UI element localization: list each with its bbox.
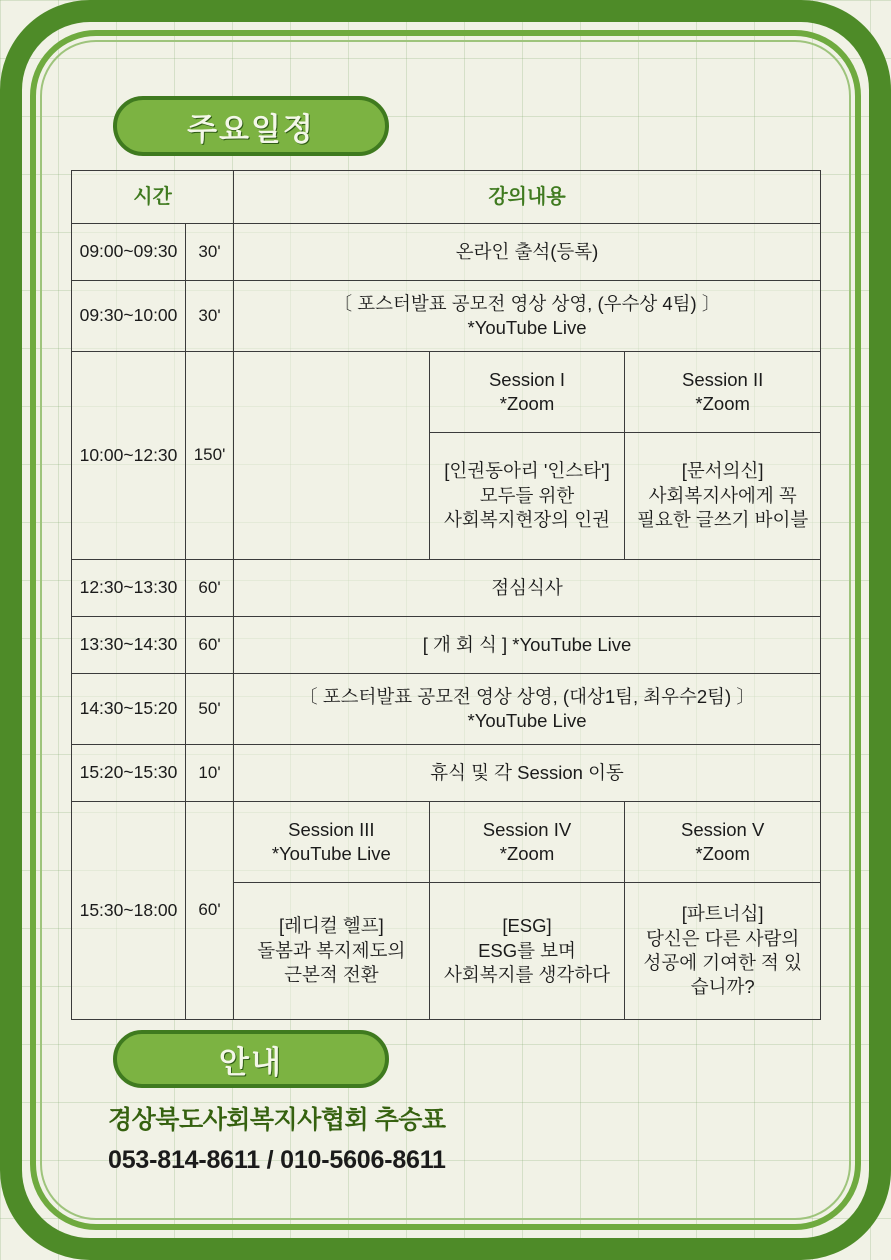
- session-platform: *Zoom: [695, 393, 750, 414]
- session-title: [문서의신]: [681, 460, 764, 482]
- cell-session-body: [234, 883, 430, 1020]
- cell-duration: 60': [186, 560, 234, 617]
- section-title-info-label: 안내: [219, 1044, 283, 1080]
- table-row: [72, 745, 821, 802]
- column-header-time: 시간: [72, 171, 234, 224]
- session-desc-1: 모두들 위한: [479, 484, 575, 506]
- cell-time: 12:30~13:30: [72, 560, 186, 617]
- table-row: [72, 802, 821, 883]
- session-desc-2: 근본적 전환: [284, 964, 379, 986]
- cell-duration: 30': [186, 224, 234, 281]
- session-title: [파트너십]: [681, 903, 764, 925]
- session-name: Session III: [288, 818, 375, 840]
- cell-empty: [234, 352, 430, 560]
- table-row: [72, 560, 821, 617]
- cell-session-header: [625, 802, 821, 883]
- cell-duration: 10': [186, 745, 234, 802]
- section-title-schedule: [113, 96, 389, 156]
- session-platform: *Zoom: [695, 843, 750, 864]
- session-title: [레디컬 헬프]: [278, 915, 384, 937]
- content-line-1: 〔 포스터발표 공모전 영상 상영, (대상1팀, 최우수2팀) 〕: [299, 685, 755, 707]
- cell-time: 15:20~15:30: [72, 745, 186, 802]
- session-platform: *Zoom: [499, 843, 555, 864]
- session-platform: *Zoom: [499, 393, 555, 414]
- cell-time: 15:30~18:00: [72, 802, 186, 1020]
- table-header-row: [72, 171, 821, 224]
- table-row: [72, 674, 821, 745]
- cell-duration: 60': [186, 802, 234, 1020]
- session-name: Session II: [682, 368, 764, 390]
- session-desc-2: 사회복지현장의 인권: [444, 509, 610, 531]
- cell-duration: 50': [186, 674, 234, 745]
- session-name: Session I: [488, 368, 566, 390]
- session-platform: *YouTube Live: [271, 843, 391, 864]
- cell-session-body: [625, 883, 821, 1020]
- session-desc-1: 사회복지사에게 꼭: [648, 484, 797, 506]
- schedule-table: [71, 170, 821, 1020]
- cell-duration: 150': [186, 352, 234, 560]
- session-name: Session V: [681, 818, 765, 840]
- cell-session-header: [234, 802, 430, 883]
- session-desc-2: 성공에 기여한 적 있: [643, 952, 802, 973]
- cell-content: 점심식사: [234, 560, 821, 617]
- table-row: [72, 224, 821, 281]
- section-title-info: [113, 1030, 389, 1088]
- cell-time: 09:30~10:00: [72, 281, 186, 352]
- cell-time: 10:00~12:30: [72, 352, 186, 560]
- session-desc-2: 사회복지를 생각하다: [444, 964, 610, 986]
- cell-content: 휴식 및 각 Session 이동: [234, 745, 821, 802]
- cell-time: 13:30~14:30: [72, 617, 186, 674]
- contact-phone: 053-814-8611 / 010-5606-8611: [108, 1146, 446, 1174]
- session-name: Session IV: [482, 818, 572, 840]
- cell-session-body: [429, 883, 625, 1020]
- cell-session-header: [429, 802, 625, 883]
- cell-session-body: [429, 433, 625, 560]
- contact-organization: 경상북도사회복지사협회 추승표: [108, 1106, 446, 1134]
- column-header-content: 강의내용: [234, 171, 821, 224]
- table-row: [72, 617, 821, 674]
- cell-content: 온라인 출석(등록): [234, 224, 821, 281]
- session-title: [인권동아리 '인스타']: [444, 460, 610, 482]
- cell-time: 14:30~15:20: [72, 674, 186, 745]
- content-line-1: 〔 포스터발표 공모전 영상 상영, (우수상 4팀) 〕: [333, 292, 721, 314]
- table-row: [72, 352, 821, 433]
- cell-content: [234, 674, 821, 745]
- cell-session-body: [625, 433, 821, 560]
- cell-content: [234, 281, 821, 352]
- cell-session-header: [625, 352, 821, 433]
- session-title: [ESG]: [502, 915, 552, 937]
- session-desc-1: 당신은 다른 사람의: [646, 927, 800, 949]
- cell-content: [ 개 회 식 ] *YouTube Live: [234, 617, 821, 674]
- cell-duration: 30': [186, 281, 234, 352]
- cell-session-header: [429, 352, 625, 433]
- session-desc-1: 돌봄과 복지제도의: [257, 939, 406, 961]
- cell-duration: 60': [186, 617, 234, 674]
- session-desc-2: 필요한 글쓰기 바이블: [637, 509, 809, 531]
- session-desc-3: 습니까?: [690, 976, 755, 998]
- content-line-2: *YouTube Live: [467, 317, 587, 338]
- table-row: [72, 281, 821, 352]
- session-desc-1: ESG를 보며: [478, 939, 576, 961]
- cell-time: 09:00~09:30: [72, 224, 186, 281]
- content-line-2: *YouTube Live: [467, 710, 587, 731]
- section-title-schedule-label: 주요일정: [187, 111, 315, 147]
